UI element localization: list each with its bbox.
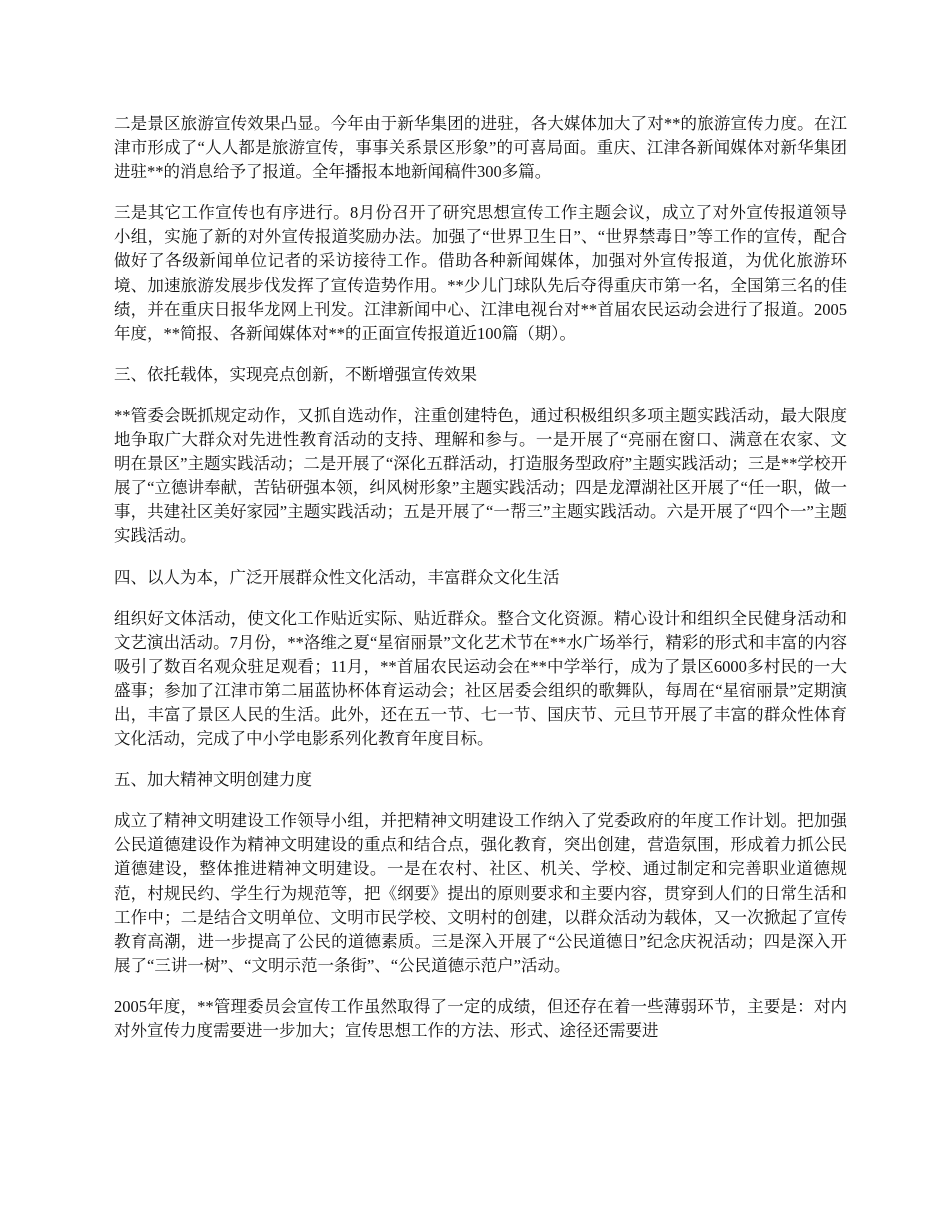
paragraph-spiritual-civilization: 成立了精神文明建设工作领导小组，并把精神文明建设工作纳入了党委政府的年度工作计划。把加强公民道德建设作为精神文明建设的重点和结合点，强化教育，突出创建，营造氛围，形成着力抓公民道德建设，整体推进精神文明建设。一是在农村、社区、机关、学校、通过制定和完善职业道德规范，村规民约、学生行为规范等，把《纲要》提出的原则要求和主要内容，贯穿到人们的日常生活和工作中；二是结合文明单位、文明市民学校、文明村的创建，以群众活动为载体，又一次掀起了宣传教育高潮，进一步提高了公民的道德素质。三是深入开展了“公民道德日”纪念庆祝活动；四是深入开展了“三讲一树”、“文明示范一条街”、“公民道德示范户”活动。 bbox=[114, 811, 847, 975]
section-heading-5: 五、加大精神文明创建力度 bbox=[114, 770, 312, 790]
section-heading-3: 三、依托载体，实现亮点创新，不断增强宣传效果 bbox=[114, 364, 477, 384]
document-page bbox=[114, 112, 847, 1060]
paragraph-scenic-publicity: 二是景区旅游宣传效果凸显。今年由于新华集团的进驻，各大媒体加大了对**的旅游宣传力度。在江津市形成了“人人都是旅游宣传，事事关系景区形象”的可喜局面。重庆、江津各新闻媒体对新华集团进驻**的消息给予了报道。全年播报本地新闻稿件300多篇。 bbox=[114, 114, 847, 182]
paragraph-weaknesses: 2005年度，**管理委员会宣传工作虽然取得了一定的成绩，但还存在着一些薄弱环节，主要是：对内对外宣传力度需要进一步加大；宣传思想工作的方法、形式、途径还需要进 bbox=[114, 996, 847, 1040]
paragraph-theme-activities: **管委会既抓规定动作，又抓自选动作，注重创建特色，通过积极组织多项主题实践活动，最大限度地争取广大群众对先进性教育活动的支持、理解和参与。一是开展了“亮丽在窗口、满意在农家、文明在景区”主题实践活动；二是开展了“深化五群活动，打造服务型政府”主题实践活动；三是**学校开展了“立德讲奉献，苦钻研强本领，纠风树形象”主题实践活动；四是龙潭湖社区开展了“任一职，做一事，共建社区美好家园”主题实践活动；五是开展了“一帮三”主题实践活动。六是开展了“四个一”主题实践活动。 bbox=[114, 405, 847, 546]
paragraph-other-publicity: 三是其它工作宣传也有序进行。8月份召开了研究思想宣传工作主题会议，成立了对外宣传报道领导小组，实施了新的对外宣传报道奖励办法。加强了“世界卫生日”、“世界禁毒日”等工作的宣传，配合做好了各级新闻单位记者的采访接待工作。借助各种新闻媒体，加强对外宣传报道，为优化旅游环境、加速旅游发展步伐发挥了宣传造势作用。**少儿门球队先后夺得重庆市第一名，全国第三名的佳绩，并在重庆日报华龙网上刊发。江津新闻中心、江津电视台对**首届农民运动会进行了报道。2005年度，**简报、各新闻媒体对**的正面宣传报道近100篇（期）。 bbox=[114, 203, 847, 343]
section-heading-4: 四、以人为本，广泛开展群众性文化活动，丰富群众文化生活 bbox=[114, 567, 560, 587]
paragraph-cultural-activities: 组织好文体活动，使文化工作贴近实际、贴近群众。整合文化资源。精心设计和组织全民健身活动和文艺演出活动。7月份，**洛维之夏“星宿丽景”文化艺术节在**水广场举行，精彩的形式和丰富的内容吸引了数百名观众驻足观看；11月，**首届农民运动会在**中学举行，成为了景区6000多村民的一大盛事；参加了江津市第二届蓝协杯体育运动会；社区居委会组织的歌舞队，每周在“星宿丽景”定期演出，丰富了景区人民的生活。此外，还在五一节、七一节、国庆节、元旦节开展了丰富的群众性体育文化活动，完成了中小学电影系列化教育年度目标。 bbox=[114, 608, 847, 749]
